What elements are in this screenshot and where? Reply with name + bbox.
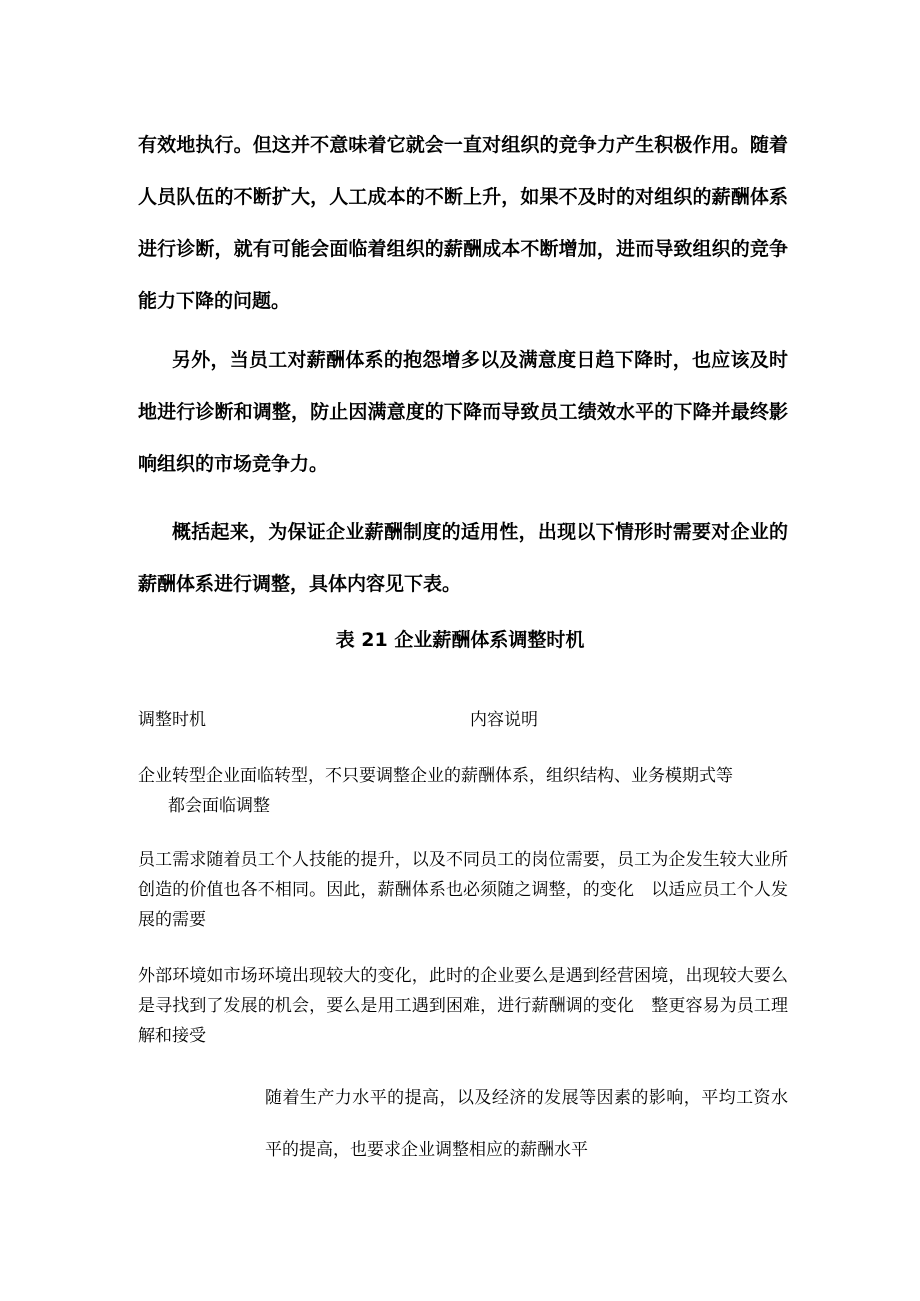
table-header-description: 内容说明 (470, 710, 538, 730)
table-header-timing: 调整时机 (138, 710, 206, 730)
table-row: 外部环境如市场环境出现较大的变化，此时的企业要么是遇到经营困境，出现较大要么是寻找到了发展的机会，要么是用工遇到困难，进行薪酬调的变化 整更容易为员工理解和接受 (138, 966, 788, 1046)
paragraph-1: 有效地执行。但这并不意味着它就会一直对组织的竞争力产生积极作用。随着人员队伍的不断扩大，人工成本的不断上升，如果不及时的对组织的薪酬体系进行诊断，就有可能会面临着组织的薪酬成本不断增加，进而导致组织的竞争能力下降的问题。 (138, 134, 788, 312)
table-row: 员工需求随着员工个人技能的提升，以及不同员工的岗位需要，员工为企发生较大业所创造的价值也各不相同。因此，薪酬体系也必须随之调整，的变化 以适应员工个人发展的需要 (138, 850, 788, 930)
table-caption: 表 21 企业薪酬体系调整时机 (335, 629, 585, 651)
table-row (138, 761, 788, 821)
table-row-text: 企业转型企业面临转型，不只要调整企业的薪酬体系，组织结构、业务模期式等 (138, 766, 733, 786)
table-header-row (138, 705, 788, 735)
table-row: 随着生产力水平的提高，以及经济的发展等因素的影响，平均工资水平的提高，也要求企业调整相应的薪酬水平 (265, 1088, 788, 1160)
table-row-text-continued: 都会面临调整 (168, 796, 270, 816)
paragraph-3: 概括起来，为保证企业薪酬制度的适用性，出现以下情形时需要对企业的薪酬体系进行调整，具体内容见下表。 (138, 521, 788, 595)
paragraph-2: 另外，当员工对薪酬体系的抱怨增多以及满意度日趋下降时，也应该及时地进行诊断和调整，防止因满意度的下降而导致员工绩效水平的下降并最终影响组织的市场竞争力。 (138, 349, 788, 475)
